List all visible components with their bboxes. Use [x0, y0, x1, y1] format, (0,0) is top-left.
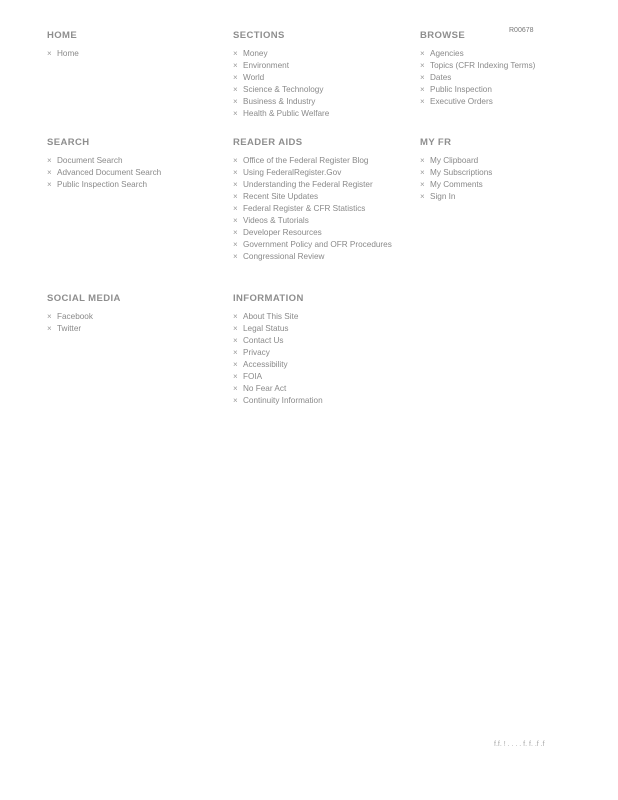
home-list — [47, 48, 227, 60]
browse-list — [420, 48, 600, 108]
bullet-icon: × — [233, 396, 238, 405]
search-link[interactable]: Document Search — [57, 156, 123, 165]
bullet-icon: × — [47, 180, 52, 189]
bullet-icon: × — [233, 49, 238, 58]
bullet-icon: × — [233, 109, 238, 118]
sections-section — [233, 30, 413, 120]
bullet-icon: × — [233, 336, 238, 345]
document-code: R00678 — [509, 27, 534, 34]
bullet-icon: × — [233, 192, 238, 201]
search-item — [47, 167, 227, 179]
information-link[interactable]: No Fear Act — [243, 384, 287, 393]
reader-aids-link[interactable]: Federal Register & CFR Statistics — [243, 204, 366, 213]
home-heading: HOME — [47, 30, 78, 41]
my-fr-item — [420, 167, 600, 179]
browse-link[interactable]: Executive Orders — [430, 97, 493, 106]
social-media-link[interactable]: Twitter — [57, 324, 82, 333]
sections-item — [233, 96, 413, 108]
bullet-icon: × — [233, 85, 238, 94]
reader-aids-heading: READER AIDS — [233, 137, 303, 148]
social-media-section — [47, 293, 227, 335]
browse-item — [420, 72, 600, 84]
my-fr-list — [420, 155, 600, 203]
bullet-icon: × — [420, 49, 425, 58]
browse-section — [420, 30, 600, 108]
footer-text: f.f. ! . . . . f. f. .f .f — [494, 741, 545, 748]
search-section — [47, 137, 227, 191]
reader-aids-link[interactable]: Using FederalRegister.Gov — [243, 168, 342, 177]
reader-aids-link[interactable]: Recent Site Updates — [243, 192, 319, 201]
reader-aids-item — [233, 215, 393, 227]
bullet-icon: × — [233, 360, 238, 369]
social-media-list — [47, 311, 227, 335]
information-link[interactable]: FOIA — [243, 372, 263, 381]
reader-aids-item — [233, 251, 393, 263]
home-link[interactable]: Home — [57, 49, 79, 58]
bullet-icon: × — [233, 324, 238, 333]
bullet-icon: × — [233, 312, 238, 321]
bullet-icon: × — [233, 156, 238, 165]
search-link[interactable]: Public Inspection Search — [57, 180, 148, 189]
sections-item — [233, 72, 413, 84]
browse-item — [420, 84, 600, 96]
bullet-icon: × — [420, 156, 425, 165]
information-item — [233, 359, 413, 371]
bullet-icon: × — [420, 85, 425, 94]
sections-item — [233, 108, 413, 120]
my-fr-link[interactable]: My Clipboard — [430, 156, 479, 165]
search-item — [47, 155, 227, 167]
search-heading: SEARCH — [47, 137, 90, 148]
bullet-icon: × — [233, 384, 238, 393]
sections-item — [233, 48, 413, 60]
browse-item — [420, 48, 600, 60]
bullet-icon: × — [233, 168, 238, 177]
information-link[interactable]: Legal Status — [243, 324, 289, 333]
reader-aids-link[interactable]: Videos & Tutorials — [243, 216, 309, 225]
search-list — [47, 155, 227, 191]
bullet-icon: × — [233, 61, 238, 70]
sections-link[interactable]: World — [243, 73, 265, 82]
sections-link[interactable]: Money — [243, 49, 268, 58]
sections-item — [233, 84, 413, 96]
bullet-icon: × — [233, 180, 238, 189]
bullet-icon: × — [420, 97, 425, 106]
search-item — [47, 179, 227, 191]
my-fr-item — [420, 179, 600, 191]
browse-heading: BROWSE — [420, 30, 466, 41]
bullet-icon: × — [233, 252, 238, 261]
bullet-icon: × — [233, 348, 238, 357]
information-item — [233, 383, 413, 395]
home-item — [47, 48, 227, 60]
reader-aids-link[interactable]: Office of the Federal Register Blog — [243, 156, 369, 165]
social-media-item — [47, 323, 227, 335]
browse-item — [420, 96, 600, 108]
information-item — [233, 371, 413, 383]
my-fr-link[interactable]: My Comments — [430, 180, 483, 189]
browse-link[interactable]: Agencies — [430, 49, 464, 58]
information-section — [233, 293, 413, 407]
information-item — [233, 323, 413, 335]
information-link[interactable]: Accessibility — [243, 360, 288, 369]
sections-item — [233, 60, 413, 72]
sections-link[interactable]: Science & Technology — [243, 85, 324, 94]
information-item — [233, 311, 413, 323]
reader-aids-item — [233, 179, 393, 191]
sections-link[interactable]: Business & Industry — [243, 97, 316, 106]
bullet-icon: × — [420, 180, 425, 189]
social-media-heading: SOCIAL MEDIA — [47, 293, 121, 304]
information-heading: INFORMATION — [233, 293, 304, 304]
bullet-icon: × — [47, 49, 52, 58]
search-link[interactable]: Advanced Document Search — [57, 168, 162, 177]
my-fr-heading: MY FR — [420, 137, 452, 148]
browse-link[interactable]: Public Inspection — [430, 85, 492, 94]
information-item — [233, 335, 413, 347]
reader-aids-section — [233, 137, 393, 263]
browse-item — [420, 60, 600, 72]
my-fr-link[interactable]: Sign In — [430, 192, 456, 201]
information-item — [233, 347, 413, 359]
bullet-icon: × — [420, 61, 425, 70]
information-list — [233, 311, 413, 407]
social-media-link[interactable]: Facebook — [57, 312, 93, 321]
information-item — [233, 395, 413, 407]
sections-list — [233, 48, 413, 120]
my-fr-link[interactable]: My Subscriptions — [430, 168, 493, 177]
reader-aids-item — [233, 227, 393, 239]
bullet-icon: × — [47, 168, 52, 177]
sections-heading: SECTIONS — [233, 30, 285, 41]
bullet-icon: × — [233, 204, 238, 213]
bullet-icon: × — [233, 216, 238, 225]
bullet-icon: × — [233, 97, 238, 106]
bullet-icon: × — [420, 168, 425, 177]
information-link[interactable]: About This Site — [243, 312, 299, 321]
reader-aids-list — [233, 155, 393, 263]
home-section — [47, 30, 227, 60]
browse-link[interactable]: Topics (CFR Indexing Terms) — [430, 61, 536, 70]
browse-link[interactable]: Dates — [430, 73, 452, 82]
social-media-item — [47, 311, 227, 323]
bullet-icon: × — [420, 192, 425, 201]
information-link[interactable]: Contact Us — [243, 336, 284, 345]
reader-aids-link[interactable]: Government Policy and OFR Procedures — [243, 240, 392, 249]
reader-aids-link[interactable]: Developer Resources — [243, 228, 322, 237]
reader-aids-link[interactable]: Congressional Review — [243, 252, 325, 261]
information-link[interactable]: Continuity Information — [243, 396, 323, 405]
bullet-icon: × — [47, 156, 52, 165]
reader-aids-item — [233, 191, 393, 203]
reader-aids-item — [233, 203, 393, 215]
bullet-icon: × — [233, 372, 238, 381]
sections-link[interactable]: Health & Public Welfare — [243, 109, 330, 118]
reader-aids-item — [233, 239, 393, 251]
reader-aids-item — [233, 167, 393, 179]
bullet-icon: × — [233, 240, 238, 249]
my-fr-item — [420, 191, 600, 203]
my-fr-section — [420, 137, 600, 203]
bullet-icon: × — [420, 73, 425, 82]
sections-link[interactable]: Environment — [243, 61, 289, 70]
bullet-icon: × — [233, 73, 238, 82]
bullet-icon: × — [47, 312, 52, 321]
bullet-icon: × — [47, 324, 52, 333]
information-link[interactable]: Privacy — [243, 348, 270, 357]
reader-aids-link[interactable]: Understanding the Federal Register — [243, 180, 373, 189]
bullet-icon: × — [233, 228, 238, 237]
my-fr-item — [420, 155, 600, 167]
reader-aids-item — [233, 155, 393, 167]
